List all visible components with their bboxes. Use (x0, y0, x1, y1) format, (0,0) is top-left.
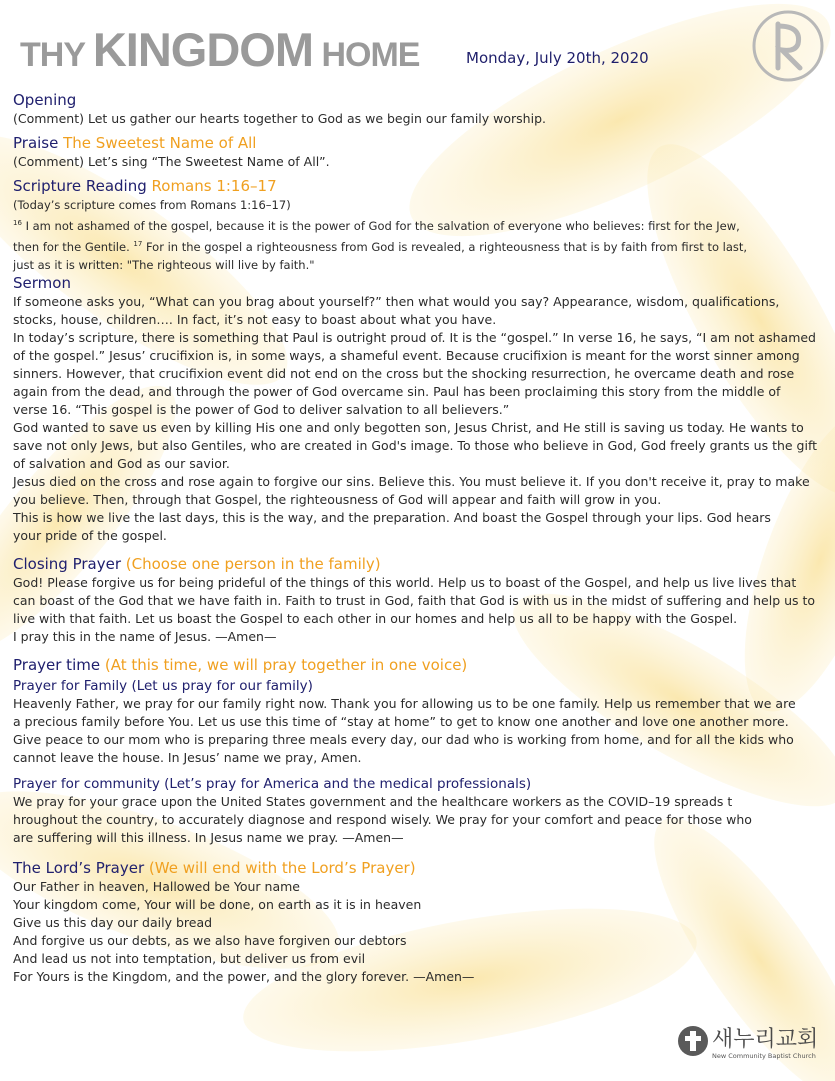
church-emblem-icon (676, 1024, 710, 1058)
church-logo (676, 1022, 826, 1070)
service-date: Monday, July 20th, 2020 (466, 49, 649, 67)
lords-prayer-line: And lead us not into temptation, but deliver us from evil (13, 951, 366, 966)
page-title (20, 22, 419, 77)
lords-prayer-note: (We will end with the Lord’s Prayer) (148, 859, 416, 877)
opening-heading: Opening (13, 91, 77, 109)
title-thy: THY (20, 36, 93, 74)
community-prayer-line: hroughout the country, to accurately diagnose and respond wisely. We pray for your comfort and peace for those who (13, 812, 752, 827)
sermon-line: If someone asks you, “What can you brag about yourself?” then what would you say? Appearance, wisdom, qualifications, (13, 294, 780, 309)
closing-line: live with that faith. Let us boast the Gospel to each other in our homes and help us all to be happy with the Gospel. (13, 611, 738, 626)
praise-label: Praise (13, 134, 59, 152)
sermon-line: stocks, house, children…. In fact, it’s not easy to boast about what you have. (13, 312, 497, 327)
opening-text: (Comment) Let us gather our hearts together to God as we begin our family worship. (13, 111, 546, 126)
lords-prayer-line: And forgive us our debts, as we also have forgiven our debtors (13, 933, 407, 948)
community-prayer-line: are suffering will this illness. In Jesus name we pray. —Amen— (13, 830, 404, 845)
lords-prayer-line: Give us this day our daily bread (13, 915, 213, 930)
community-prayer-line: We pray for your grace upon the United States government and the healthcare workers as the COVID–19 spreads t (13, 794, 733, 809)
closing-line: I pray this in the name of Jesus. —Amen— (13, 629, 277, 644)
verse-text: I am not ashamed of the gospel, because it is the power of God for the salvation of everyone who believes: first for the Jew, (21, 219, 740, 233)
scripture-section (13, 177, 829, 274)
sermon-line: God wanted to save us even by killing His one and only begotten son, Jesus Christ, and He still is saving us today. He wants to (13, 420, 804, 435)
closing-note: (Choose one person in the family) (125, 555, 381, 573)
title-home: HOME (313, 36, 420, 74)
lords-prayer-line: Our Father in heaven, Hallowed be Your name (13, 879, 300, 894)
sermon-section (13, 274, 829, 545)
sermon-line: your pride of the gospel. (13, 528, 167, 543)
family-prayer-line: Heavenly Father, we pray for our family right now. Thank you for allowing us to be one family. Help us remember that we are (13, 696, 796, 711)
scripture-line: just as it is written: "The righteous will live by faith." (13, 258, 315, 272)
sermon-line: of salvation and God as our savior. (13, 456, 230, 471)
family-prayer-line: cannot leave the house. In Jesus’ name we pray, Amen. (13, 750, 362, 765)
community-prayer-heading: Prayer for community (Let’s pray for America and the medical professionals) (13, 776, 532, 792)
sermon-line: Jesus died on the cross and rose again to forgive our sins. Believe this. You must believe it. If you don't receive it, pray to make (13, 474, 810, 489)
scripture-line (13, 235, 829, 256)
closing-heading (13, 555, 829, 574)
verse-text: For in the gospel a righteousness from God is revealed, a righteousness that is by faith from first to last, (142, 240, 748, 254)
praise-section (13, 134, 829, 171)
prayer-time-heading (13, 656, 829, 675)
sermon-line: save not only Jews, but also Gentiles, who are created in God's image. To those who believe in God, God freely grants us the gift (13, 438, 818, 453)
scripture-heading (13, 177, 829, 196)
scripture-intro: (Today’s scripture comes from Romans 1:16–17) (13, 198, 291, 212)
kingdom-logo-icon (748, 6, 828, 86)
praise-text: (Comment) Let’s sing “The Sweetest Name of All”. (13, 154, 330, 169)
scripture-label: Scripture Reading (13, 177, 147, 195)
title-kingdom: KINGDOM (92, 23, 313, 76)
opening-section (13, 91, 829, 128)
closing-line: God! Please forgive us for being prideful of the things of this world. Help us to boast of the Gospel, and help us live lives that (13, 575, 797, 590)
family-prayer-heading: Prayer for Family (Let us pray for our family) (13, 678, 313, 694)
verse-text: then for the Gentile. (13, 240, 134, 254)
verse-number: 16 (13, 219, 22, 227)
lords-prayer-heading (13, 859, 829, 878)
lords-prayer-section (13, 859, 829, 986)
prayer-time-label: Prayer time (13, 656, 101, 674)
lords-prayer-line: Your kingdom come, Your will be done, on earth as it is in heaven (13, 897, 422, 912)
sermon-heading: Sermon (13, 274, 71, 292)
scripture-reference: Romans 1:16–17 (151, 177, 277, 195)
church-korean-name: 새누리교회 (712, 1027, 819, 1052)
lords-prayer-label: The Lord’s Prayer (13, 859, 145, 877)
church-english-name: New Community Baptist Church (712, 1052, 816, 1060)
sermon-line: sinners. However, that crucifixion event did not end on the cross but the shocking resurrection, he overcame death and rose (13, 366, 795, 381)
sermon-line: verse 16. “This gospel is the power of God to deliver salvation to all believers.” (13, 402, 510, 417)
scripture-line (13, 214, 829, 235)
sermon-line: This is how we live the last days, this is the way, and the preparation. And boast the Gospel through your lips. God hears (13, 510, 771, 525)
family-prayer-line: a precious family before You. Let us use this time of “stay at home” to get to know one another and love one another more. (13, 714, 789, 729)
verse-number: 17 (133, 240, 143, 248)
closing-prayer-section (13, 555, 829, 646)
lords-prayer-line: For Yours is the Kingdom, and the power, and the glory forever. —Amen— (13, 969, 475, 984)
worship-content (13, 91, 829, 986)
sermon-line: In today’s scripture, there is something that Paul is outright proud of. It is the “gospel.” In verse 16, he says, “I am not ashamed (13, 330, 816, 345)
prayer-time-note: (At this time, we will pray together in one voice) (104, 656, 468, 674)
closing-label: Closing Prayer (13, 555, 122, 573)
praise-heading (13, 134, 829, 153)
sermon-line: of the gospel.” Jesus’ crucifixion is, in some ways, a shameful event. Because crucifixion is meant for the worst sinner among (13, 348, 800, 363)
closing-line: can boast of the God that we have faith in. Faith to trust in God, faith that God is with us in the midst of suffering and help us to (13, 593, 816, 608)
sermon-line: again from the dead, and through the power of God overcame sin. Paul has been proclaiming this story from the middle of (13, 384, 781, 399)
praise-song: The Sweetest Name of All (63, 134, 257, 152)
sermon-line: you believe. Then, through that Gospel, the righteousness of God will appear and faith will grow in you. (13, 492, 662, 507)
family-prayer-line: Give peace to our mom who is preparing three meals every day, our dad who is working from home, and for all the kids who (13, 732, 794, 747)
prayer-time-section (13, 656, 829, 847)
